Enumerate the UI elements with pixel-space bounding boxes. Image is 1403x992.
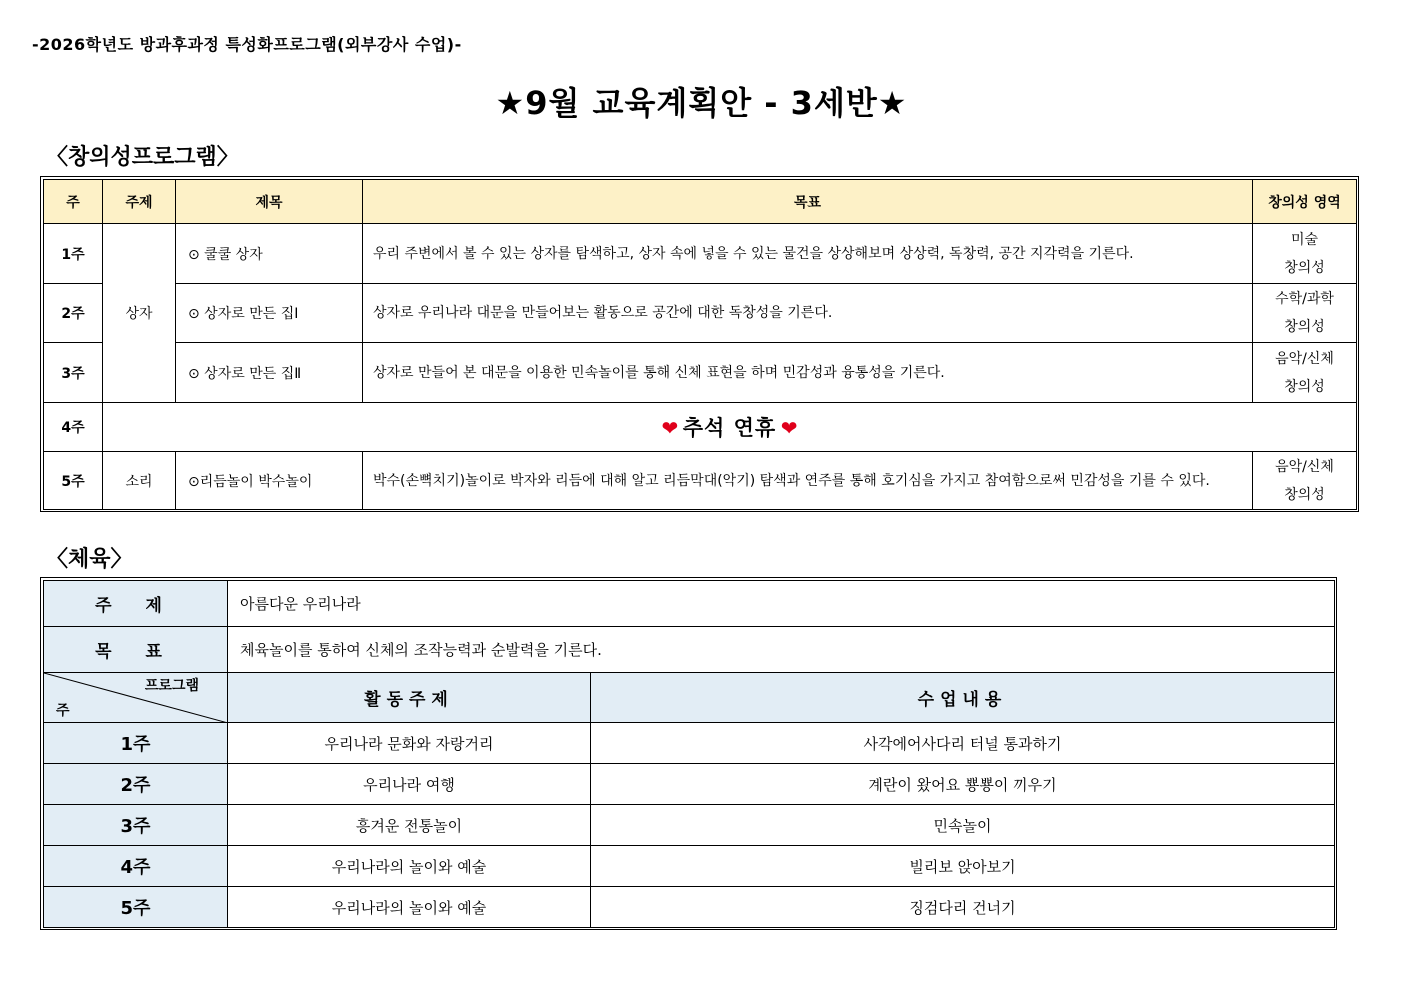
topic-cell: 소리 xyxy=(103,452,176,510)
week-cell: 4주 xyxy=(44,846,228,887)
goal-cell: 우리 주변에서 볼 수 있는 상자를 탐색하고, 상자 속에 넣을 수 있는 물건을 상상해보며 상상력, 독창력, 공간 지각력을 기른다. xyxy=(363,224,1253,284)
table-row xyxy=(44,805,1335,846)
topic-cell: 상자 xyxy=(103,224,176,403)
col-header-title: 제목 xyxy=(176,180,363,224)
holiday-cell xyxy=(103,403,1357,452)
activity-cell: 우리나라 여행 xyxy=(228,764,591,805)
content-cell: 사각에어사다리 터널 통과하기 xyxy=(591,723,1335,764)
content-cell: 빌리보 앉아보기 xyxy=(591,846,1335,887)
area-cell xyxy=(1253,224,1357,284)
title-cell: ⊙ 상자로 만든 집Ⅰ xyxy=(176,284,363,343)
creative-section-title: 〈창의성프로그램〉 xyxy=(46,145,239,170)
week-cell: 4주 xyxy=(44,403,103,452)
header-note: -2026학년도 방과후과정 특성화프로그램(외부강사 수업)- xyxy=(32,35,462,54)
title-cell: ⊙ 상자로 만든 집Ⅱ xyxy=(176,343,363,403)
col-header-content: 수업내용 xyxy=(591,673,1335,723)
area-type: 창의성 xyxy=(1284,259,1325,276)
creative-table-frame xyxy=(40,176,1359,512)
diag-program-label: 프로그램 xyxy=(144,678,199,694)
week-cell: 5주 xyxy=(44,452,103,510)
table-row xyxy=(44,224,1357,284)
table-row xyxy=(44,887,1335,928)
col-header-goal: 목표 xyxy=(363,180,1253,224)
creative-table xyxy=(43,179,1357,510)
pe-table xyxy=(43,580,1335,928)
area-cell xyxy=(1253,343,1357,403)
theme-row xyxy=(44,581,1335,627)
area-cell xyxy=(1253,452,1357,510)
page-title: ★9월 교육계획안 - 3세반★ xyxy=(495,84,908,122)
goal-label: 목 표 xyxy=(44,627,228,673)
col-header-topic: 주제 xyxy=(103,180,176,224)
holiday-label: 추석 연휴 xyxy=(682,416,777,440)
diag-week-label: 주 xyxy=(56,703,70,719)
week-cell: 2주 xyxy=(44,764,228,805)
diagonal-line xyxy=(44,673,228,723)
area-subject: 미술 xyxy=(1290,231,1319,248)
heart-icon: ❤ xyxy=(661,416,679,440)
pe-table-frame xyxy=(40,577,1337,930)
table-row xyxy=(44,846,1335,887)
area-cell xyxy=(1253,284,1357,343)
table-row xyxy=(44,284,1357,343)
week-cell: 1주 xyxy=(44,723,228,764)
activity-cell: 우리나라 문화와 자랑거리 xyxy=(228,723,591,764)
week-cell: 5주 xyxy=(44,887,228,928)
area-type: 창의성 xyxy=(1284,378,1325,395)
col-header-area: 창의성 영역 xyxy=(1253,180,1357,224)
diagonal-header-cell xyxy=(44,673,228,723)
theme-value: 아름다운 우리나라 xyxy=(228,581,1335,627)
content-cell: 민속놀이 xyxy=(591,805,1335,846)
week-cell: 2주 xyxy=(44,284,103,343)
content-cell: 계란이 왔어요 뿅뿅이 끼우기 xyxy=(591,764,1335,805)
area-type: 창의성 xyxy=(1284,319,1325,335)
heart-icon: ❤ xyxy=(780,416,798,440)
goal-cell: 박수(손뼉치기)놀이로 박자와 리듬에 대해 알고 리듬막대(악기) 탐색과 연주를 통해 호기심을 가지고 참여함으로써 민감성을 기를 수 있다. xyxy=(363,452,1253,510)
creative-header-row xyxy=(44,180,1357,224)
week-cell: 3주 xyxy=(44,343,103,403)
area-subject: 음악/신체 xyxy=(1275,458,1334,475)
week-cell: 1주 xyxy=(44,224,103,284)
title-cell: ⊙리듬놀이 박수놀이 xyxy=(176,452,363,510)
theme-label: 주 제 xyxy=(44,581,228,627)
pe-header-row xyxy=(44,673,1335,723)
area-subject: 음악/신체 xyxy=(1275,350,1334,367)
title-cell: ⊙ 쿨쿨 상자 xyxy=(176,224,363,284)
table-row xyxy=(44,343,1357,403)
area-subject: 수학/과학 xyxy=(1275,291,1334,307)
col-header-activity: 활동주제 xyxy=(228,673,591,723)
table-row xyxy=(44,764,1335,805)
activity-cell: 흥겨운 전통놀이 xyxy=(228,805,591,846)
activity-cell: 우리나라의 놀이와 예술 xyxy=(228,887,591,928)
goal-cell: 상자로 우리나라 대문을 만들어보는 활동으로 공간에 대한 독창성을 기른다. xyxy=(363,284,1253,343)
goal-row xyxy=(44,627,1335,673)
area-type: 창의성 xyxy=(1284,486,1325,503)
table-row xyxy=(44,452,1357,510)
pe-section-title: 〈체육〉 xyxy=(46,547,133,572)
goal-value: 체육놀이를 통하여 신체의 조작능력과 순발력을 기른다. xyxy=(228,627,1335,673)
goal-cell: 상자로 만들어 본 대문을 이용한 민속놀이를 통해 신체 표현을 하며 민감성과 융통성을 기른다. xyxy=(363,343,1253,403)
table-row xyxy=(44,723,1335,764)
activity-cell: 우리나라의 놀이와 예술 xyxy=(228,846,591,887)
holiday-row xyxy=(44,403,1357,452)
col-header-week: 주 xyxy=(44,180,103,224)
week-cell: 3주 xyxy=(44,805,228,846)
content-cell: 징검다리 건너기 xyxy=(591,887,1335,928)
